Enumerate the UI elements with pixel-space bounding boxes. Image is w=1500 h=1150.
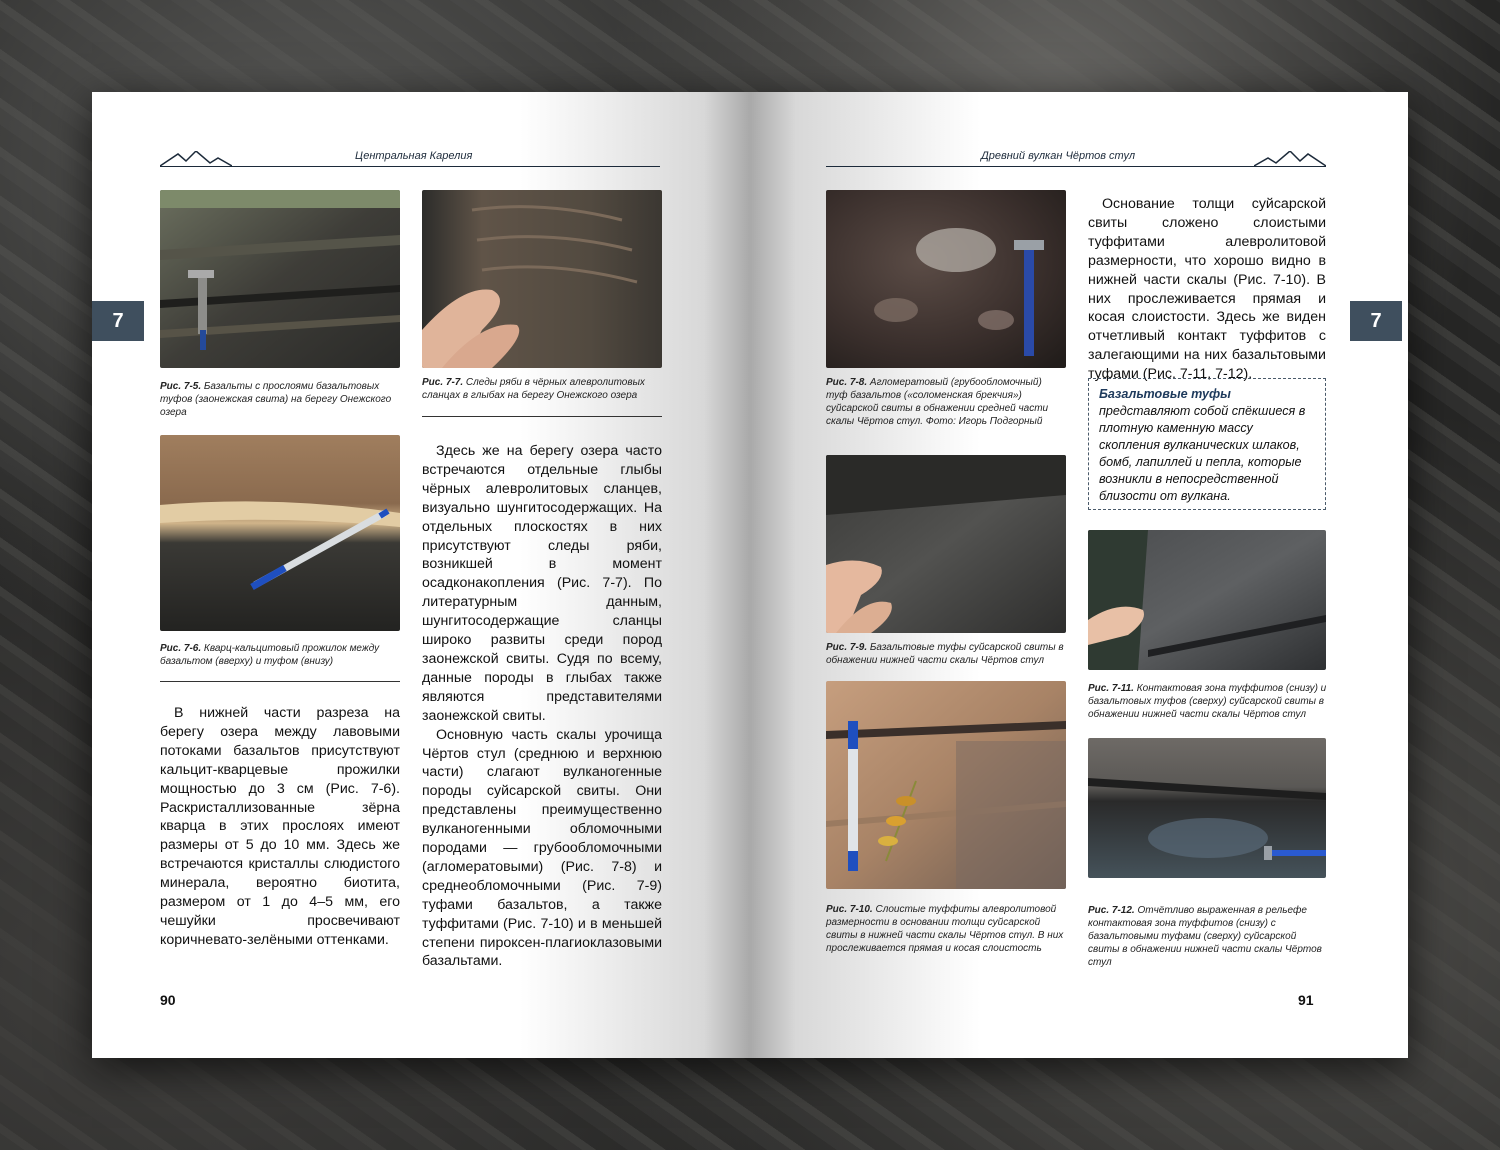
- caption-fig-7-12: [1088, 904, 1328, 969]
- caption-text: Слоистые туффиты алевролитовой размерности в основании толщи суйсарской свиты в нижней части скалы Чёртов стул. В них прослеживается прямая и косая слоистость: [826, 904, 1064, 954]
- mountain-icon: [160, 151, 232, 167]
- photo-fig-7-7: [422, 190, 662, 368]
- divider-line: [160, 681, 400, 682]
- caption-fig-7-10: [826, 903, 1066, 955]
- caption-text: Базальты с прослоями базальтовых туфов (заонежская свита) на берегу Онежского озера: [160, 381, 392, 418]
- body-text-column-1: [160, 704, 400, 950]
- caption-label: Рис. 7-10.: [826, 904, 873, 915]
- caption-label: Рис. 7-12.: [1088, 905, 1135, 916]
- divider-line: [422, 416, 662, 417]
- photo-fig-7-6: [160, 435, 400, 631]
- caption-label: Рис. 7-6.: [160, 643, 202, 654]
- book-spread: [92, 92, 1408, 1058]
- left-page: [92, 92, 750, 1058]
- caption-text: Базальтовые туфы суйсарской свиты в обнажении нижней части скалы Чёртов стул: [826, 642, 1064, 666]
- paragraph: Основание толщи суйсарской свиты сложено слоистыми туффитами алевролитовой размерности, что хорошо видно в нижней части скалы (Рис. 7-10). В них прослеживается прямая и косая слоистости. Здесь же виден отчетливый контакт туффитов с залегающими на них базальтовыми туфами (Рис. 7-11, 7-12).: [1088, 196, 1326, 383]
- caption-fig-7-5: [160, 380, 400, 419]
- photo-fig-7-8: [826, 190, 1066, 368]
- mountain-icon: [1254, 151, 1326, 167]
- photo-fig-7-11: [1088, 530, 1326, 670]
- photo-fig-7-12: [1088, 738, 1326, 878]
- caption-fig-7-6: [160, 642, 400, 668]
- caption-text: Агломератовый (грубообломочный) туф базальтов («соломенская брекчия») суйсарской свиты в обнажении средней части скалы Чёртов стул. Фото: Игорь Подгорный: [826, 377, 1049, 427]
- caption-fig-7-11: [1088, 682, 1328, 721]
- running-header-title: Древний вулкан Чёртов стул: [981, 150, 1136, 162]
- photo-fig-7-9: [826, 455, 1066, 633]
- caption-text: Контактовая зона туффитов (снизу) и базальтовых туфов (сверху) суйсарской свиты в обнажении нижней части скалы Чёртов стул: [1088, 683, 1327, 720]
- paragraph: Основную часть скалы урочища Чёртов стул (среднюю и верхнюю части) слагают вулканогенные породы суйсарской свиты. Они представлены преимущественно вулканогенными обломочными породами — грубообломочными (агломератовыми) (Рис. 7-8) и среднеобломочными (Рис. 7-9) туфами базальтов, а также туффитами (Рис. 7-10) и в меньшей степени пироксен-плагиоклазовыми базальтами.: [422, 726, 662, 970]
- caption-text: Кварц-кальцитовый прожилок между базальтом (вверху) и туфом (внизу): [160, 643, 380, 667]
- chapter-tab: 7: [92, 301, 144, 341]
- info-box-basalt-tuffs: [1088, 378, 1326, 510]
- caption-fig-7-9: [826, 641, 1066, 667]
- caption-label: Рис. 7-5.: [160, 381, 202, 392]
- running-header-title: Центральная Карелия: [355, 150, 473, 162]
- info-box-term: Базальтовые туфы: [1099, 387, 1231, 401]
- chapter-tab: 7: [1350, 301, 1402, 341]
- page-number: 90: [160, 992, 176, 1008]
- photo-fig-7-5: [160, 190, 400, 368]
- caption-label: Рис. 7-9.: [826, 642, 868, 653]
- caption-text: Отчётливо выраженная в рельефе контактовая зона туффитов (снизу) с базальтовыми туфами (сверху) суйсарской свиты в обнажении нижней части скалы Чёртов стул: [1088, 905, 1322, 968]
- caption-label: Рис. 7-8.: [826, 377, 868, 388]
- right-page: [750, 92, 1408, 1058]
- paragraph: Здесь же на берегу озера часто встречаются отдельные глыбы чёрных алевролитовых сланцев, визуально шунгитосодержащих. На отдельных плоскостях в них присутствуют следы ряби, возникшей в момент осадконакопления (Рис. 7-7). По литературным данным, шунгитосодержащие сланцы широко развиты среди пород заонежской свиты. Судя по всему, данные породы в глыбах также являются представителями заонежской свиты.: [422, 443, 662, 724]
- caption-label: Рис. 7-11.: [1088, 683, 1134, 694]
- caption-label: Рис. 7-7.: [422, 377, 464, 388]
- body-text-column-2: [422, 442, 662, 971]
- right-header: [826, 150, 1326, 167]
- body-text-column: [1088, 195, 1326, 384]
- info-box-text: представляют собой спёкшиеся в плотную каменную массу скопления вулканических шлаков, бомб, лапиллей и пепла, которые возникли в непосредственной близости от вулкана.: [1099, 404, 1306, 503]
- page-number: 91: [1298, 992, 1314, 1008]
- caption-text: Следы ряби в чёрных алевролитовых сланцах в глыбах на берегу Онежского озера: [422, 377, 645, 401]
- photo-fig-7-10: [826, 681, 1066, 889]
- left-header: [160, 150, 660, 167]
- caption-fig-7-7: [422, 376, 662, 402]
- caption-fig-7-8: [826, 376, 1066, 428]
- paragraph: В нижней части разреза на берегу озера между лавовыми потоками базальтов присутствуют кальцит-кварцевые прожилки мощностью до 3 см (Рис. 7-6). Раскристаллизованные зёрна кварца в этих прослоях имеют размеры от 5 до 10 мм. Здесь же встречаются кристаллы слюдистого минерала, вероятно биотита, размером от 1 до 4–5 мм, его чешуйки просвечивают коричневато-зелёными оттенками.: [160, 705, 400, 948]
